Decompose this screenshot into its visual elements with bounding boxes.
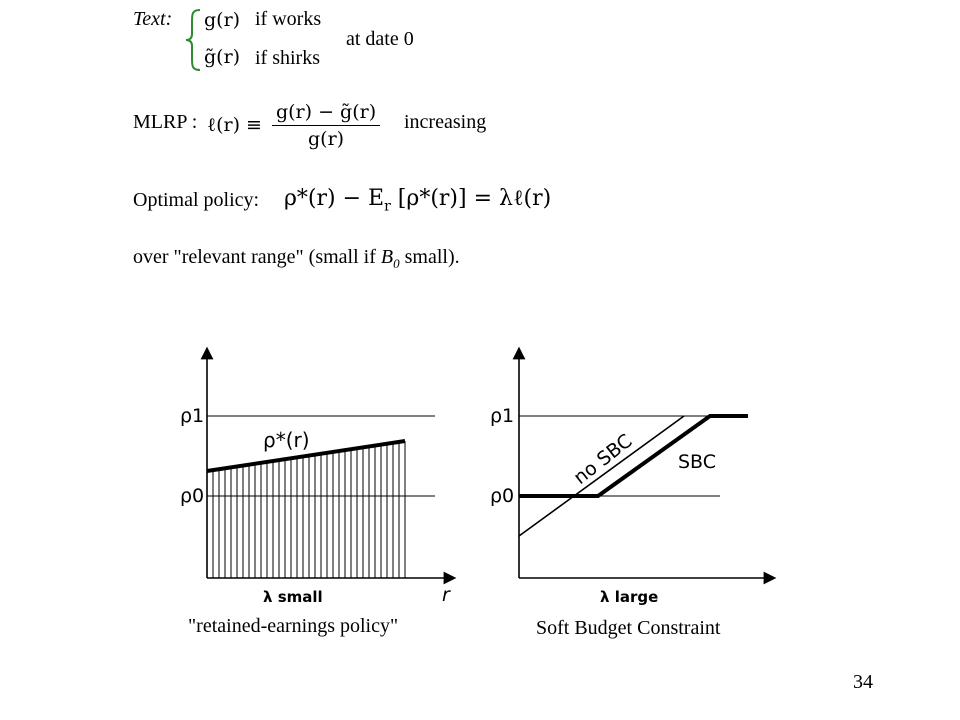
text-label: Text:: [133, 8, 173, 30]
mlrp-label: MLRP :: [133, 111, 198, 133]
left-figure: [160, 345, 460, 620]
right-nosbc-label: no SBC: [569, 429, 637, 489]
right-rho0-label: ρ0: [490, 485, 515, 507]
mlrp-lhs: ℓ(r) ≡: [207, 113, 262, 136]
shirks-label: if shirks: [255, 47, 320, 69]
date-label: at date 0: [346, 28, 414, 50]
left-x-label: λ small: [263, 588, 323, 606]
policy-eq-main: ρ*(r) − E: [284, 186, 385, 211]
mlrp-numerator: g(r) − g̃(r): [272, 101, 380, 126]
mlrp-note: increasing: [404, 111, 487, 133]
works-label: if works: [255, 8, 322, 30]
g-shirks: g̃(r): [204, 46, 241, 68]
range-note-var: B: [380, 246, 394, 268]
range-note-before: over "relevant range" (small if: [133, 246, 381, 268]
left-caption: "retained-earnings policy": [188, 615, 399, 637]
range-note-after: small).: [399, 246, 460, 268]
left-rho0-label: ρ0: [180, 485, 205, 507]
mlrp-fraction: [272, 101, 380, 150]
range-note-sub: 0: [393, 256, 400, 271]
right-caption: Soft Budget Constraint: [536, 617, 721, 639]
range-note: [133, 246, 460, 272]
policy-equation: [284, 185, 551, 214]
policy-label: Optimal policy:: [133, 189, 260, 211]
g-works: g(r): [204, 9, 241, 31]
right-rho1-label: ρ1: [490, 405, 515, 427]
right-nosbc-line: [519, 416, 684, 536]
mlrp-equation: [207, 97, 380, 153]
right-sbc-label: SBC: [678, 451, 717, 473]
left-hatch: [207, 441, 405, 578]
left-axis-var: r: [442, 584, 450, 606]
mlrp-denominator: g(r): [308, 127, 345, 150]
right-figure: [470, 345, 790, 620]
policy-eq-rest: [ρ*(r)] = λℓ(r): [390, 186, 552, 211]
curly-brace: [183, 8, 205, 72]
right-x-label: λ large: [600, 588, 659, 606]
left-rho1-label: ρ1: [180, 405, 205, 427]
left-curve-label: ρ*(r): [263, 428, 310, 452]
policy-eq-sub: r: [384, 198, 391, 215]
page-number: 34: [853, 671, 873, 693]
